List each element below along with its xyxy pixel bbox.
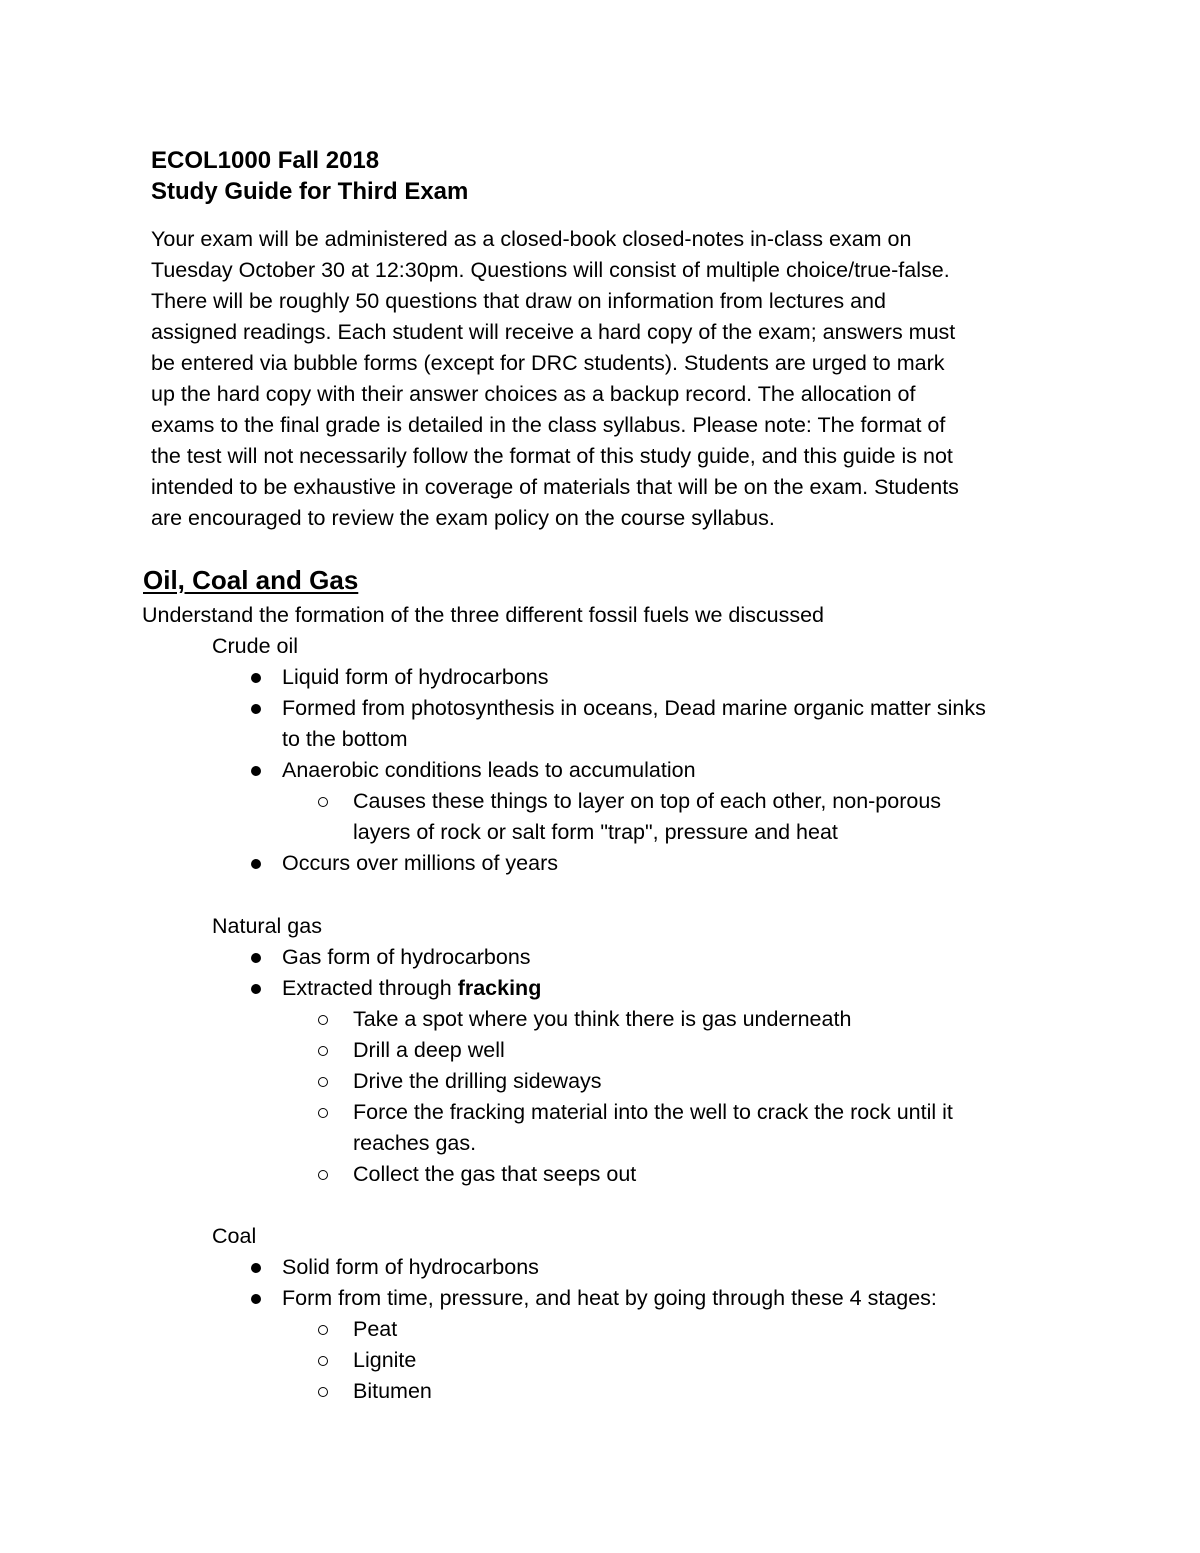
sub-bullet-icon bbox=[318, 1108, 328, 1118]
sub-bullet-icon bbox=[318, 1077, 328, 1087]
bullet-icon bbox=[251, 984, 261, 994]
section-heading: Oil, Coal and Gas bbox=[143, 565, 359, 595]
sub-list-item-continuation: reaches gas. bbox=[353, 1131, 477, 1155]
list-item-text: Extracted through bbox=[282, 976, 458, 1000]
intro-line: the test will not necessarily follow the format of this study guide, and this guide is not bbox=[151, 444, 953, 468]
sub-list-item: Take a spot where you think there is gas underneath bbox=[353, 1007, 852, 1031]
sub-list-item-continuation: layers of rock or salt form "trap", pressure and heat bbox=[353, 820, 838, 844]
intro-line: exams to the final grade is detailed in the class syllabus. Please note: The format of bbox=[151, 413, 946, 437]
sub-list-item: Bitumen bbox=[353, 1379, 432, 1403]
sub-list-item: Causes these things to layer on top of each other, non-porous bbox=[353, 789, 942, 813]
sub-bullet-icon bbox=[318, 1170, 328, 1180]
guide-title: Study Guide for Third Exam bbox=[151, 178, 469, 205]
intro-line: assigned readings. Each student will receive a hard copy of the exam; answers must bbox=[151, 320, 956, 344]
sub-bullet-icon bbox=[318, 797, 328, 807]
coal-label: Coal bbox=[212, 1224, 257, 1248]
intro-line: be entered via bubble forms (except for DRC students). Students are urged to mark bbox=[151, 351, 945, 375]
crude-oil-label: Crude oil bbox=[212, 634, 299, 658]
intro-line: are encouraged to review the exam policy on the course syllabus. bbox=[151, 506, 775, 530]
section-subtitle: Understand the formation of the three different fossil fuels we discussed bbox=[142, 603, 825, 627]
list-item: Liquid form of hydrocarbons bbox=[282, 665, 549, 689]
natural-gas-label: Natural gas bbox=[212, 914, 322, 938]
sub-bullet-icon bbox=[318, 1015, 328, 1025]
list-item: Solid form of hydrocarbons bbox=[282, 1255, 539, 1279]
sub-bullet-icon bbox=[318, 1325, 328, 1335]
intro-line: There will be roughly 50 questions that draw on information from lectures and bbox=[151, 289, 886, 313]
sub-bullet-icon bbox=[318, 1387, 328, 1397]
sub-list-item: Collect the gas that seeps out bbox=[353, 1162, 637, 1186]
intro-line: Your exam will be administered as a closed-book closed-notes in-class exam on bbox=[151, 227, 912, 251]
sub-list-item: Drive the drilling sideways bbox=[353, 1069, 602, 1093]
sub-list-item: Lignite bbox=[353, 1348, 417, 1372]
sub-list-item: Force the fracking material into the well to crack the rock until it bbox=[353, 1100, 953, 1124]
list-item bbox=[282, 973, 541, 1004]
bullet-icon bbox=[251, 953, 261, 963]
bullet-icon bbox=[251, 859, 261, 869]
bullet-icon bbox=[251, 673, 261, 683]
list-item-continuation: to the bottom bbox=[282, 727, 408, 751]
sub-bullet-icon bbox=[318, 1356, 328, 1366]
intro-line: Tuesday October 30 at 12:30pm. Questions will consist of multiple choice/true-false. bbox=[151, 258, 950, 282]
intro-line: up the hard copy with their answer choices as a backup record. The allocation of bbox=[151, 382, 916, 406]
list-item: Occurs over millions of years bbox=[282, 851, 558, 875]
intro-line: intended to be exhaustive in coverage of materials that will be on the exam. Students bbox=[151, 475, 959, 499]
sub-bullet-icon bbox=[318, 1046, 328, 1056]
list-item: Form from time, pressure, and heat by going through these 4 stages: bbox=[282, 1286, 937, 1310]
sub-list-item: Peat bbox=[353, 1317, 398, 1341]
bullet-icon bbox=[251, 1263, 261, 1273]
list-item: Gas form of hydrocarbons bbox=[282, 945, 531, 969]
list-item: Formed from photosynthesis in oceans, Dead marine organic matter sinks bbox=[282, 696, 986, 720]
bullet-icon bbox=[251, 704, 261, 714]
bold-term: fracking bbox=[457, 976, 542, 1000]
bullet-icon bbox=[251, 766, 261, 776]
bullet-icon bbox=[251, 1294, 261, 1304]
sub-list-item: Drill a deep well bbox=[353, 1038, 505, 1062]
course-title: ECOL1000 Fall 2018 bbox=[151, 147, 380, 174]
list-item: Anaerobic conditions leads to accumulation bbox=[282, 758, 696, 782]
